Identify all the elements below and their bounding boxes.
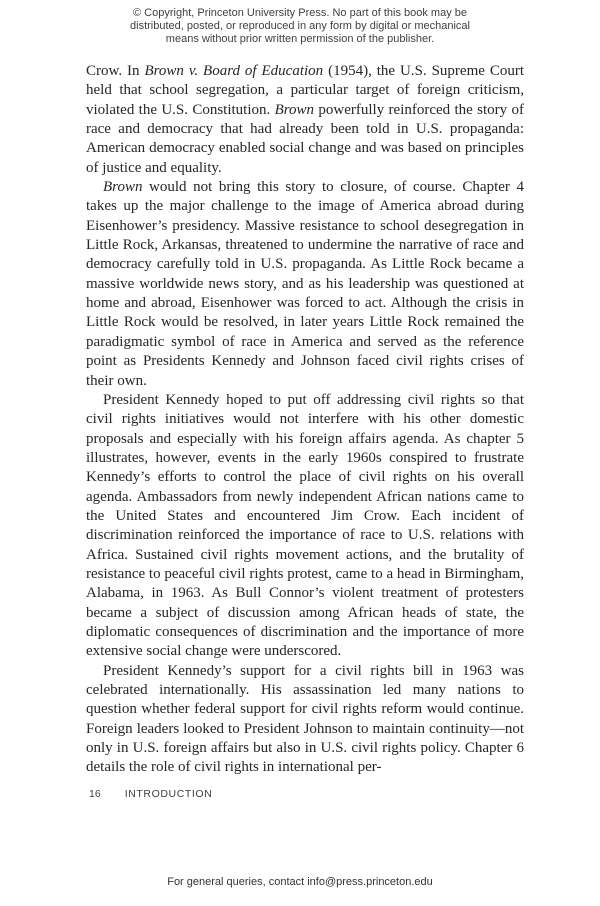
case-title-italic: Brown (274, 101, 315, 118)
text-run: (1954), the U.S. Supreme Court held that school segregation, a particular target of foreign criticism, violated the U.S. Constitution. (86, 63, 524, 118)
text-run: President Kennedy hoped to put off addressing civil rights so that civil rights initiatives would not interfere with his other domestic proposals and especially with his foreign affairs agenda. As chapter 5 illustrates, however, events in the early 1960s conspired to frustrate Kennedy’s efforts to control the place of civil rights on his overall agenda. Ambassadors from newly independent African nations came to the United States and encountered Jim Crow. Each incident of discrimination reinforced the importance of race to U.S. relations with Africa. Sustained civil rights movement actions, and the brutality of resistance to peaceful civil rights protest, came to a head in Birmingham, Alabama, in 1963. As Bull Connor’s violent treatment of protesters became a subject of discussion among African heads of state, the diplomatic consequences of discrimination and the importance of more extensive social change were underscored. (86, 391, 524, 660)
body-paragraph (86, 62, 524, 178)
text-run: President Kennedy’s support for a civil rights bill in 1963 was celebrated internationally. His assassination led many nations to question whether federal support for civil rights reform would continue. Foreign leaders looked to President Johnson to maintain continuity—not only in U.S. foreign affairs but also in U.S. civil rights policy. Chapter 6 details the role of civil rights in international per- (86, 662, 524, 776)
body-text (86, 62, 524, 778)
query-contact-note: For general queries, contact info@press.princeton.edu (167, 876, 433, 888)
copyright-line: © Copyright, Princeton University Press. No part of this book may be (133, 7, 467, 19)
case-title-italic: Brown (103, 179, 143, 196)
text-run: would not bring this story to closure, of course. Chapter 4 takes up the major challenge to the image of America abroad during Eisenhower’s presidency. Massive resistance to school desegregation in Little Rock, Arkansas, threatened to undermine the narrative of race and democracy carefully told in U.S. propaganda. As Little Rock became a massive worldwide news story, and as his leadership was questioned at home and abroad, Eisenhower was forced to act. Although the crisis in Little Rock would be resolved, in later years Little Rock remained the paradigmatic symbol of race in America and served as the reference point as Presidents Kennedy and Johnson faced civil rights crises of their own. (86, 179, 524, 389)
text-run: powerfully reinforced the story of race and democracy that had already been told in U.S. propaganda: American democracy enabled social change and was based on principles of justice and equality. (86, 101, 525, 176)
text-run: Crow. In (86, 63, 145, 79)
body-paragraph (86, 178, 524, 391)
copyright-line: distributed, posted, or reproduced in any form by digital or mechanical (130, 20, 470, 33)
body-paragraph (86, 391, 524, 662)
running-head: INTRODUCTION (124, 788, 213, 800)
case-title-italic: Brown v. Board of Education (144, 63, 324, 79)
page-number: 16 (89, 788, 101, 800)
body-paragraph (86, 662, 524, 778)
copyright-line: means without prior written permission of the publisher. (165, 33, 435, 46)
page-footer (89, 788, 212, 800)
copyright-notice (0, 7, 600, 47)
